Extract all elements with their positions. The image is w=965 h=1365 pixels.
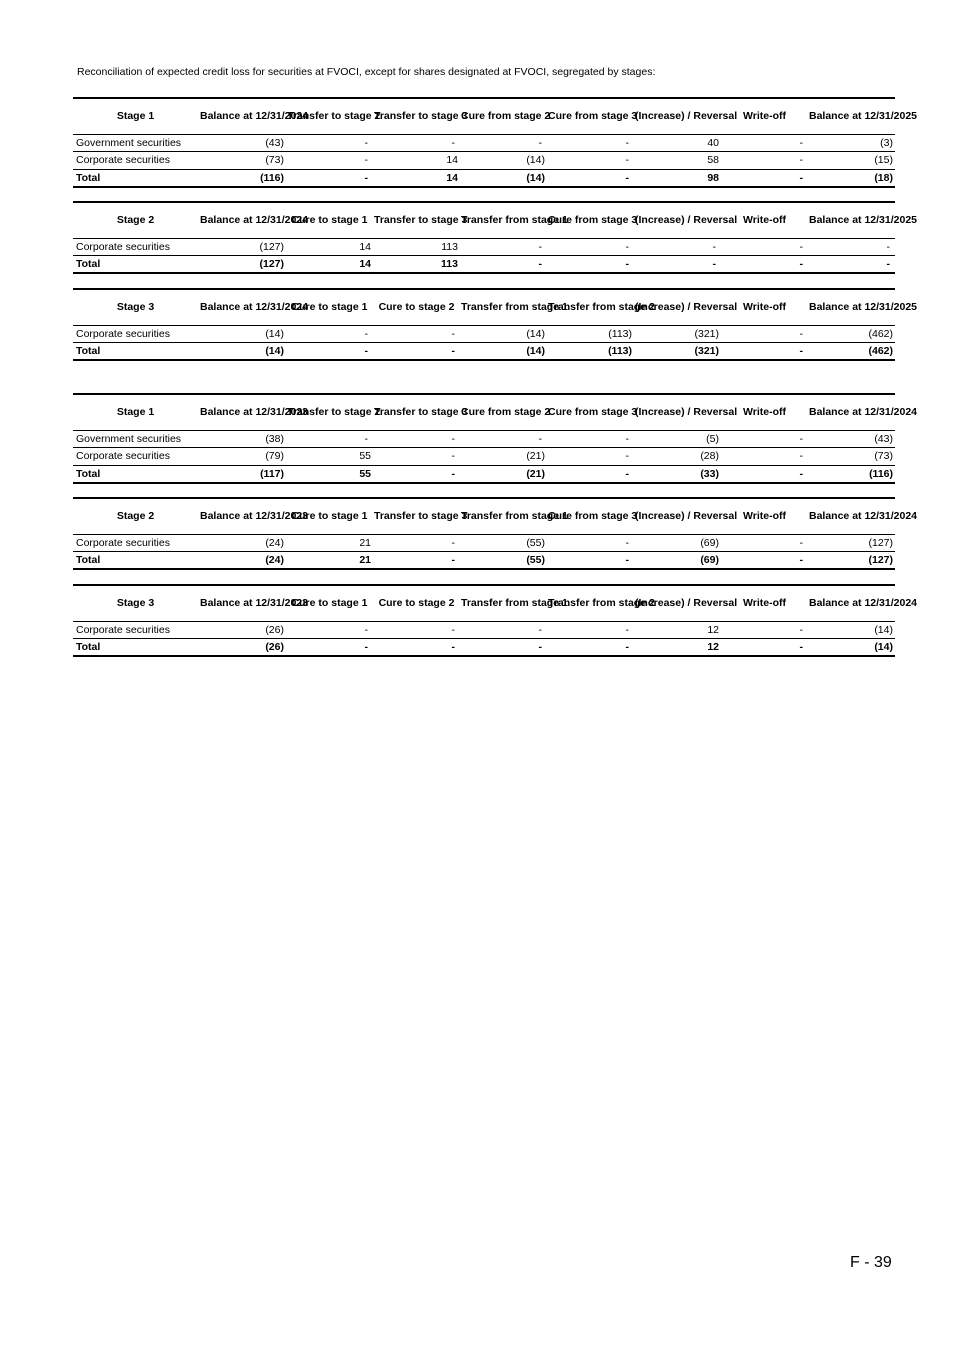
- cell-value: (73): [874, 450, 893, 463]
- column-header: Write-off: [743, 405, 786, 418]
- cell-value: (14): [526, 154, 545, 167]
- cell-value: (321): [694, 345, 719, 357]
- ecl-table: [73, 201, 917, 274]
- column-header: Transfer to stage 3: [374, 213, 468, 226]
- cell-value: -: [364, 641, 368, 653]
- column-header: Cure to stage 2: [378, 300, 455, 313]
- cell-value: (33): [700, 467, 719, 480]
- cell-value: -: [799, 327, 803, 340]
- cell-value: -: [451, 345, 455, 357]
- cell-value: -: [364, 345, 368, 357]
- cell-value: (127): [868, 554, 893, 566]
- cell-value: 40: [707, 136, 719, 149]
- column-header: Balance at 12/31/2024: [809, 596, 917, 609]
- cell-value: -: [799, 136, 803, 149]
- cell-value: -: [712, 258, 716, 270]
- column-header: Balance at 12/31/2024: [200, 300, 308, 313]
- column-header: Transfer to stage 3: [374, 405, 468, 418]
- row-label: Corporate securities: [76, 240, 170, 253]
- cell-value: -: [364, 623, 368, 636]
- cell-value: (18): [874, 171, 893, 184]
- cell-value: -: [799, 171, 803, 184]
- ecl-table: [73, 584, 917, 657]
- cell-value: -: [451, 136, 455, 149]
- cell-value: -: [712, 240, 716, 253]
- column-header: (Increase) / Reversal: [635, 596, 738, 609]
- cell-value: -: [799, 154, 803, 167]
- cell-value: (26): [265, 641, 284, 653]
- column-header: Stage 3: [116, 300, 155, 313]
- cell-value: (116): [869, 467, 893, 480]
- cell-value: -: [799, 536, 803, 549]
- cell-value: (113): [608, 327, 632, 340]
- cell-value: -: [364, 154, 368, 167]
- table-header-row: [73, 202, 895, 238]
- column-header: Stage 2: [116, 509, 155, 522]
- column-header: Balance at 12/31/2024: [809, 405, 917, 418]
- cell-value: -: [451, 327, 455, 340]
- column-header: Cure from stage 3: [548, 509, 638, 522]
- cell-value: -: [625, 554, 629, 566]
- column-header: Transfer from stage 1: [461, 213, 568, 226]
- cell-value: -: [799, 345, 803, 357]
- cell-value: -: [364, 136, 368, 149]
- table-header-row: [73, 498, 895, 534]
- column-header: Cure from stage 3: [548, 405, 638, 418]
- cell-value: -: [799, 240, 803, 253]
- cell-value: 21: [359, 536, 371, 549]
- column-header: Cure to stage 2: [378, 596, 455, 609]
- ecl-table: [73, 497, 917, 570]
- row-label: Total: [76, 345, 101, 357]
- cell-value: -: [625, 641, 629, 653]
- row-label: Total: [76, 641, 101, 653]
- table-row: [73, 534, 895, 552]
- cell-value: (3): [880, 136, 893, 149]
- cell-value: (55): [526, 554, 545, 566]
- cell-value: -: [625, 171, 629, 184]
- table-row: [73, 325, 895, 343]
- cell-value: -: [625, 623, 629, 636]
- column-header: (Increase) / Reversal: [635, 405, 738, 418]
- cell-value: (21): [526, 450, 545, 463]
- cell-value: -: [538, 432, 542, 445]
- row-label: Corporate securities: [76, 327, 170, 340]
- cell-value: -: [451, 554, 455, 566]
- table-header-row: [73, 394, 895, 430]
- table-row: [73, 134, 895, 152]
- row-label: Total: [76, 467, 101, 480]
- cell-value: (321): [694, 327, 719, 340]
- column-header: Balance at 12/31/2024: [200, 109, 308, 122]
- column-header: Cure from stage 3: [548, 213, 638, 226]
- cell-value: -: [799, 258, 803, 270]
- total-row: [73, 639, 895, 657]
- row-label: Total: [76, 258, 101, 270]
- cell-value: -: [451, 450, 455, 463]
- cell-value: (24): [265, 554, 284, 566]
- cell-value: -: [625, 240, 629, 253]
- column-header: (Increase) / Reversal: [635, 109, 738, 122]
- cell-value: (14): [526, 345, 545, 357]
- total-row: [73, 169, 895, 187]
- cell-value: -: [625, 154, 629, 167]
- column-header: Cure from stage 2: [461, 109, 551, 122]
- column-header: Cure from stage 3: [548, 109, 638, 122]
- cell-value: (113): [608, 345, 632, 357]
- column-header: Balance at 12/31/2024: [809, 509, 917, 522]
- column-header: Transfer from stage 2: [548, 300, 655, 313]
- total-row: [73, 552, 895, 570]
- column-header: (Increase) / Reversal: [635, 509, 738, 522]
- cell-value: 12: [707, 623, 719, 636]
- cell-value: (127): [259, 258, 284, 270]
- cell-value: (69): [700, 554, 719, 566]
- ecl-table: [73, 393, 917, 484]
- cell-value: -: [538, 641, 542, 653]
- cell-value: (116): [260, 171, 284, 184]
- column-header: Write-off: [743, 596, 786, 609]
- column-header: Balance at 12/31/2025: [809, 213, 917, 226]
- cell-value: -: [538, 623, 542, 636]
- cell-value: -: [451, 536, 455, 549]
- cell-value: 98: [707, 171, 719, 184]
- column-header: Transfer to stage 2: [287, 405, 381, 418]
- row-label: Corporate securities: [76, 623, 170, 636]
- cell-value: -: [799, 623, 803, 636]
- ecl-table: [73, 288, 917, 361]
- ecl-table: [73, 97, 917, 188]
- cell-value: 21: [359, 554, 371, 566]
- cell-value: -: [364, 327, 368, 340]
- cell-value: -: [451, 467, 455, 480]
- row-label: Corporate securities: [76, 536, 170, 549]
- cell-value: 113: [441, 240, 458, 253]
- table-row: [73, 430, 895, 448]
- cell-value: -: [625, 467, 629, 480]
- cell-value: 14: [446, 171, 458, 184]
- cell-value: (14): [874, 641, 893, 653]
- cell-value: (5): [706, 432, 719, 445]
- column-header: Stage 2: [116, 213, 155, 226]
- column-header: Cure from stage 2: [461, 405, 551, 418]
- cell-value: (43): [265, 136, 284, 149]
- column-header: Balance at 12/31/2023: [200, 509, 308, 522]
- cell-value: -: [799, 554, 803, 566]
- cell-value: (462): [868, 345, 893, 357]
- cell-value: -: [799, 641, 803, 653]
- total-row: [73, 343, 895, 361]
- cell-value: -: [538, 258, 542, 270]
- cell-value: (28): [700, 450, 719, 463]
- cell-value: (69): [700, 536, 719, 549]
- cell-value: (117): [260, 467, 284, 480]
- table-header-row: [73, 98, 895, 134]
- cell-value: 12: [707, 641, 719, 653]
- cell-value: (73): [265, 154, 284, 167]
- column-header: Cure to stage 1: [291, 509, 368, 522]
- cell-value: 55: [359, 467, 371, 480]
- cell-value: (127): [259, 240, 284, 253]
- page-number: F - 39: [850, 1254, 892, 1271]
- cell-value: -: [451, 432, 455, 445]
- table-row: [73, 238, 895, 256]
- cell-value: 14: [446, 154, 458, 167]
- cell-value: (14): [526, 327, 545, 340]
- column-header: Transfer to stage 2: [287, 109, 381, 122]
- column-header: Transfer to stage 3: [374, 509, 468, 522]
- column-header: Stage 1: [116, 109, 155, 122]
- cell-value: -: [364, 171, 368, 184]
- cell-value: (43): [874, 432, 893, 445]
- column-header: Transfer from stage 1: [461, 596, 568, 609]
- cell-value: -: [799, 432, 803, 445]
- column-header: Cure to stage 1: [291, 596, 368, 609]
- column-header: Stage 1: [116, 405, 155, 418]
- column-header: Write-off: [743, 509, 786, 522]
- cell-value: -: [625, 258, 629, 270]
- cell-value: -: [799, 450, 803, 463]
- column-header: Stage 3: [116, 596, 155, 609]
- cell-value: (21): [526, 467, 545, 480]
- cell-value: 55: [359, 450, 371, 463]
- cell-value: -: [799, 467, 803, 480]
- table-row: [73, 448, 895, 466]
- table-row: [73, 621, 895, 639]
- column-header: Transfer from stage 1: [461, 300, 568, 313]
- cell-value: (55): [526, 536, 545, 549]
- row-label: Total: [76, 554, 101, 566]
- intro-text: Reconciliation of expected credit loss for securities at FVOCI, except for shares designated at FVOCI, segregated by stages:: [77, 66, 656, 78]
- column-header: Transfer from stage 2: [548, 596, 655, 609]
- cell-value: -: [364, 432, 368, 445]
- column-header: Cure to stage 1: [291, 300, 368, 313]
- total-row: [73, 465, 895, 483]
- column-header: Write-off: [743, 109, 786, 122]
- cell-value: (15): [874, 154, 893, 167]
- cell-value: -: [451, 641, 455, 653]
- cell-value: -: [451, 623, 455, 636]
- column-header: Balance at 12/31/2025: [809, 109, 917, 122]
- column-header: (Increase) / Reversal: [635, 213, 738, 226]
- total-row: [73, 256, 895, 274]
- table-header-row: [73, 585, 895, 621]
- cell-value: (14): [265, 345, 284, 357]
- cell-value: -: [625, 136, 629, 149]
- cell-value: (127): [868, 536, 893, 549]
- column-header: Transfer to stage 3: [374, 109, 468, 122]
- column-header: Cure to stage 1: [291, 213, 368, 226]
- column-header: Write-off: [743, 213, 786, 226]
- row-label: Government securities: [76, 136, 182, 149]
- column-header: Balance at 12/31/2024: [200, 213, 308, 226]
- cell-value: -: [886, 240, 890, 253]
- cell-value: (24): [265, 536, 284, 549]
- cell-value: -: [625, 536, 629, 549]
- cell-value: (26): [265, 623, 284, 636]
- cell-value: 113: [441, 258, 458, 270]
- row-label: Government securities: [76, 432, 182, 445]
- cell-value: 58: [707, 154, 719, 167]
- cell-value: (79): [265, 450, 284, 463]
- cell-value: (14): [265, 327, 284, 340]
- column-header: Balance at 12/31/2023: [200, 596, 308, 609]
- row-label: Corporate securities: [76, 450, 170, 463]
- cell-value: -: [886, 258, 890, 270]
- cell-value: 14: [359, 258, 371, 270]
- cell-value: (38): [265, 432, 284, 445]
- column-header: Balance at 12/31/2023: [200, 405, 308, 418]
- cell-value: 14: [359, 240, 371, 253]
- cell-value: -: [625, 432, 629, 445]
- cell-value: (462): [868, 327, 893, 340]
- cell-value: -: [538, 136, 542, 149]
- table-header-row: [73, 289, 895, 325]
- cell-value: (14): [526, 171, 545, 184]
- column-header: (Increase) / Reversal: [635, 300, 738, 313]
- cell-value: -: [538, 240, 542, 253]
- table-row: [73, 152, 895, 170]
- cell-value: -: [625, 450, 629, 463]
- column-header: Write-off: [743, 300, 786, 313]
- row-label: Corporate securities: [76, 154, 170, 167]
- column-header: Balance at 12/31/2025: [809, 300, 917, 313]
- cell-value: (14): [874, 623, 893, 636]
- column-header: Transfer from stage 1: [461, 509, 568, 522]
- row-label: Total: [76, 171, 101, 184]
